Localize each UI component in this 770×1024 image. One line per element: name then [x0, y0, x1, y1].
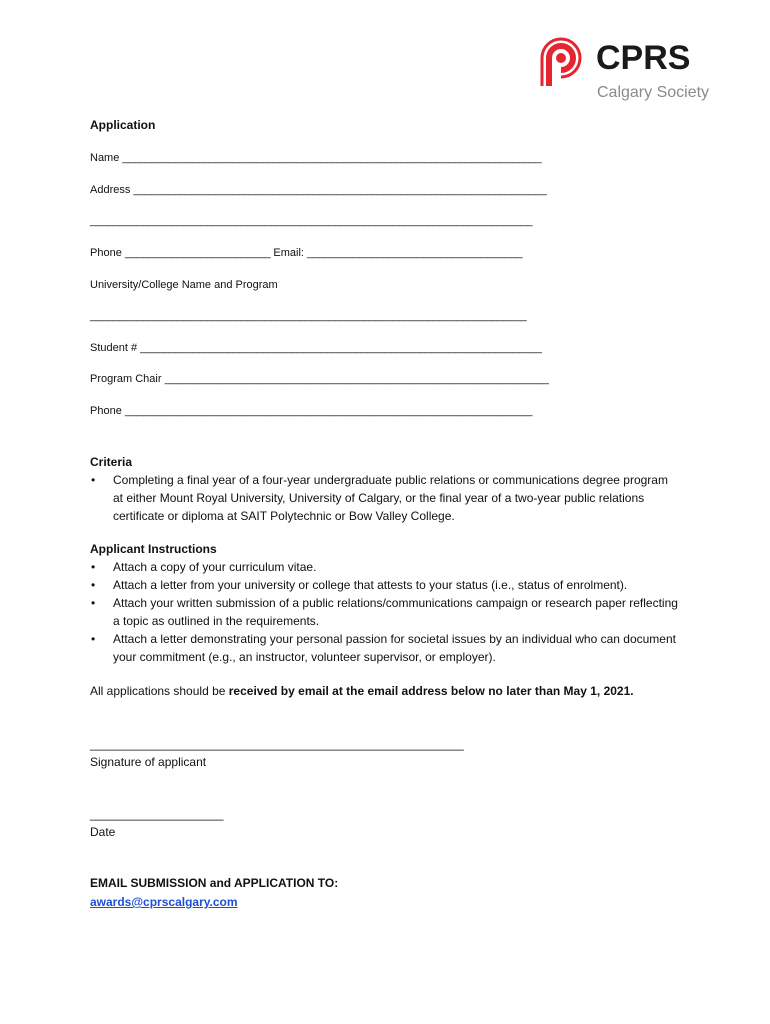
- list-item: [90, 471, 680, 525]
- instructions-section: [90, 540, 680, 666]
- criteria-item-text: Completing a final year of a four-year undergraduate public relations or communications degree program at either Mount Royal University, University of Calgary, or the final year of a two-year public relations certificate or diploma at SAIT Polytechnic or Bow Valley College.: [113, 473, 668, 523]
- program-chair-field[interactable]: [90, 372, 549, 386]
- phone-email-field[interactable]: [90, 246, 522, 260]
- signature-label: Signature of applicant: [90, 755, 207, 769]
- email-submission-block: [90, 874, 338, 912]
- email-submission-title: EMAIL SUBMISSION and APPLICATION TO:: [90, 876, 339, 890]
- university-program-line[interactable]: ___________________________________________________________________________: [90, 310, 527, 322]
- address-line-2-field[interactable]: [90, 214, 532, 228]
- criteria-list: [90, 471, 680, 525]
- list-item: [90, 558, 680, 576]
- instruction-item-text: Attach your written submission of a public relations/communications campaign or research paper reflecting a topic as outlined in the requirements.: [113, 596, 678, 628]
- bullet-icon: •: [91, 578, 96, 592]
- program-chair-label: Program Chair: [90, 373, 165, 385]
- email-label: Email:: [270, 247, 308, 259]
- phone-line[interactable]: _________________________: [124, 247, 271, 259]
- program-chair-line[interactable]: __________________________________________________________________: [164, 373, 549, 385]
- date-line[interactable]: ____________________: [90, 807, 224, 821]
- list-item: [90, 576, 680, 594]
- list-item: [90, 594, 680, 630]
- signature-block: [90, 735, 464, 771]
- logo-subtitle: Calgary Society: [597, 84, 710, 101]
- list-item: [90, 630, 680, 666]
- instructions-title: Applicant Instructions: [90, 542, 217, 556]
- address-field[interactable]: [90, 183, 546, 197]
- student-number-line[interactable]: _____________________________________________________________________: [140, 342, 542, 354]
- date-block: [90, 805, 223, 841]
- chair-phone-line[interactable]: ______________________________________________________________________: [124, 405, 533, 417]
- address-line-2[interactable]: ____________________________________________________________________________: [90, 215, 533, 227]
- notice-deadline: received by email at the email address below no later than May 1, 2021.: [228, 684, 634, 698]
- instruction-item-text: Attach a copy of your curriculum vitae.: [113, 560, 317, 574]
- address-label: Address: [90, 184, 134, 196]
- logo-brand-text: CPRS: [596, 39, 691, 77]
- email-link[interactable]: awards@cprscalgary.com: [90, 895, 238, 909]
- student-number-label: Student #: [90, 342, 141, 354]
- notice-prefix: All applications should be: [90, 684, 229, 698]
- bullet-icon: •: [91, 560, 96, 574]
- instruction-item-text: Attach a letter from your university or college that attests to your status (i.e., status of enrolment).: [113, 578, 628, 592]
- bullet-icon: •: [91, 473, 96, 487]
- address-line[interactable]: _______________________________________________________________________: [133, 184, 547, 196]
- criteria-title: Criteria: [90, 455, 133, 469]
- signature-line[interactable]: ________________________________________________________: [90, 737, 464, 751]
- cprs-logo: [536, 36, 736, 106]
- form-heading: Application: [90, 118, 156, 132]
- university-program-field[interactable]: [90, 309, 526, 323]
- chair-phone-label: Phone: [90, 405, 125, 417]
- student-number-field[interactable]: [90, 341, 542, 355]
- university-program-label: University/College Name and Program: [90, 279, 278, 291]
- instruction-item-text: Attach a letter demonstrating your personal passion for societal issues by an individual who can document your commitment (e.g., an instructor, volunteer supervisor, or employer).: [113, 632, 676, 664]
- instructions-list: [90, 558, 680, 666]
- name-label: Name: [90, 152, 123, 164]
- phone-label: Phone: [90, 247, 125, 259]
- chair-phone-field[interactable]: [90, 404, 532, 418]
- bullet-icon: •: [91, 632, 96, 646]
- date-label: Date: [90, 825, 116, 839]
- email-line[interactable]: _____________________________________: [307, 247, 523, 259]
- cprs-logo-mark-icon: [536, 36, 582, 88]
- criteria-section: [90, 453, 680, 525]
- deadline-notice: [90, 684, 634, 698]
- bullet-icon: •: [91, 596, 96, 610]
- name-field[interactable]: [90, 151, 541, 165]
- name-line[interactable]: ________________________________________________________________________: [122, 152, 542, 164]
